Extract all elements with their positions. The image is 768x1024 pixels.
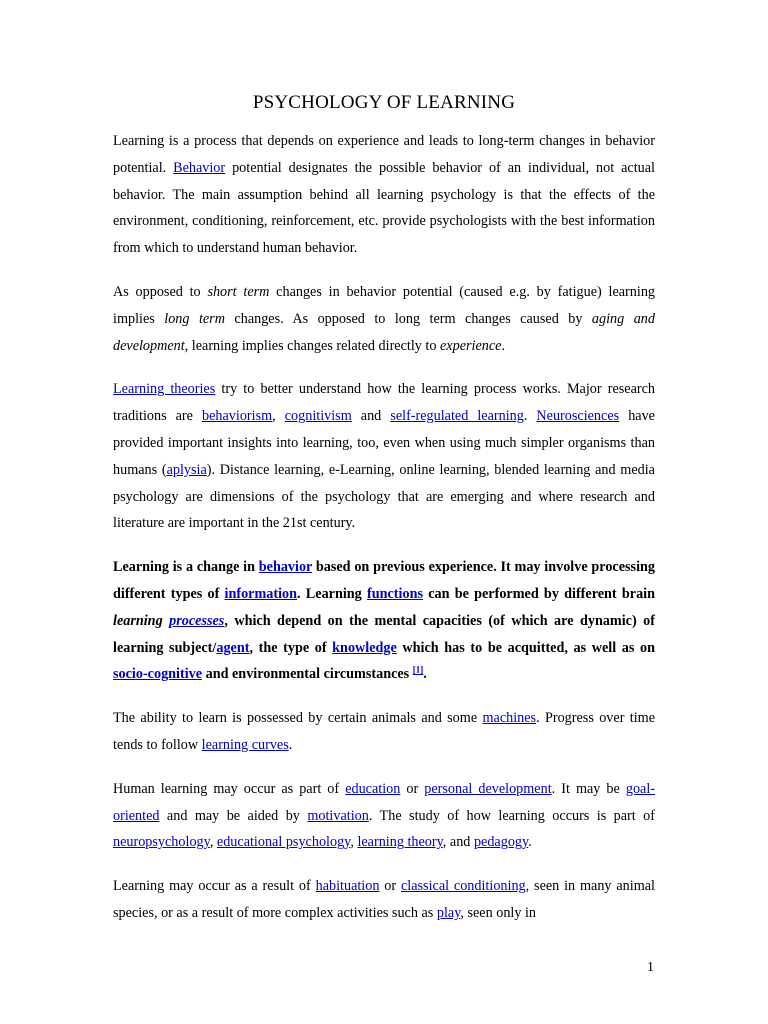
text-run: potential designates the possible behavior of an individual, not actual behavior. The main assumption behind all learning psychology is that the effects of the environment, conditioning, reinforcement, etc. provide psychologists with the best information from which to understand human behavior. xyxy=(113,159,655,257)
hyperlink[interactable]: educational psychology xyxy=(216,834,351,851)
text-run: . Progress over time tends to follow xyxy=(113,710,655,753)
paragraph xyxy=(113,279,655,359)
text-run: . It may be xyxy=(551,780,626,797)
hyperlink[interactable]: motivation xyxy=(307,807,369,824)
hyperlink[interactable]: self-regulated learning xyxy=(390,408,524,425)
paragraph xyxy=(113,376,655,537)
text-run: As opposed to xyxy=(113,283,208,300)
paragraph xyxy=(113,128,655,262)
text-run: or xyxy=(400,780,425,797)
text-run: . xyxy=(523,408,537,425)
hyperlink[interactable]: learning theory xyxy=(357,834,443,851)
text-run: changes. As opposed to long term changes caused by xyxy=(224,310,592,327)
text-run: and may be aided by xyxy=(159,807,308,824)
hyperlink[interactable]: agent xyxy=(216,639,250,656)
text-run: , xyxy=(272,408,285,425)
text-run: , learning implies changes related directly to xyxy=(184,337,440,354)
text-run: . xyxy=(501,337,505,354)
hyperlink[interactable]: habituation xyxy=(315,878,380,895)
hyperlink[interactable]: functions xyxy=(367,585,423,602)
text-run: . xyxy=(528,834,532,851)
document-title: PSYCHOLOGY OF LEARNING xyxy=(252,92,516,113)
text-run: changes in behavior potential (caused e.g. by fatigue) learning implies xyxy=(113,283,656,327)
hyperlink[interactable]: machines xyxy=(482,710,537,727)
paragraph xyxy=(113,873,655,927)
text-run: ). Distance learning, e-Learning, online learning, blended learning and media psychology are dimensions of the psychology that are emerging and where research and literature are important in the 21st century. xyxy=(113,461,655,532)
text-run: , xyxy=(350,834,358,851)
hyperlink[interactable]: knowledge xyxy=(332,639,397,656)
hyperlink[interactable]: play xyxy=(436,904,461,921)
hyperlink[interactable]: socio-cognitive xyxy=(113,666,203,683)
text-run: , and xyxy=(442,834,474,851)
hyperlink[interactable]: behavior xyxy=(258,559,313,576)
footnote-ref xyxy=(413,665,424,675)
hyperlink[interactable]: pedagogy xyxy=(473,834,529,851)
paragraph xyxy=(113,554,655,688)
hyperlink[interactable]: classical conditioning xyxy=(401,878,526,895)
hyperlink[interactable]: processes xyxy=(169,612,225,629)
hyperlink[interactable]: [1] xyxy=(412,664,424,675)
text-run: , seen in many animal species, or as a result of more complex activities such as xyxy=(113,878,655,921)
text-run: aging and development xyxy=(113,310,655,354)
text-run: short term xyxy=(207,283,270,300)
hyperlink[interactable]: neuropsychology xyxy=(113,834,210,851)
text-run: learning xyxy=(113,612,163,629)
paragraph xyxy=(113,776,655,856)
hyperlink[interactable]: Behavior xyxy=(173,159,226,176)
text-run: Learning may occur as a result of xyxy=(113,878,316,895)
text-run: . xyxy=(423,666,427,683)
text-run: long term xyxy=(164,310,225,327)
text-run: have provided important insights into learning, too, even when using much simpler organisms than humans ( xyxy=(113,408,655,478)
text-run: Learning is a process that depends on experience and leads to long-term changes in behavior potential. xyxy=(113,133,655,176)
text-run: and environmental circumstances xyxy=(202,666,413,683)
text-run: Learning is a change in xyxy=(113,559,259,576)
text-run: . Learning xyxy=(297,585,367,602)
text-run: or xyxy=(379,878,401,895)
hyperlink[interactable]: goal-oriented xyxy=(113,780,655,824)
text-run: based on previous experience. It may involve processing different types of xyxy=(113,559,655,602)
text-run: try to better understand how the learning process works. Major research traditions are xyxy=(113,381,656,425)
text-run: , xyxy=(209,834,217,851)
hyperlink[interactable]: Learning theories xyxy=(113,381,216,398)
text-run: which has to be acquitted, as well as on xyxy=(396,639,655,656)
hyperlink[interactable]: behaviorism xyxy=(202,408,273,425)
text-run: , which depend on the mental capacities (of which are dynamic) of learning subject/ xyxy=(113,612,655,656)
text-run: can be performed by different brain xyxy=(422,585,655,602)
text-run: and xyxy=(351,408,391,425)
hyperlink[interactable]: aplysia xyxy=(166,461,207,478)
hyperlink[interactable]: education xyxy=(345,780,401,797)
text-run: . xyxy=(288,736,293,753)
paragraph xyxy=(113,705,655,759)
hyperlink[interactable]: personal development xyxy=(424,780,552,797)
text-run: The ability to learn is possessed by certain animals and some xyxy=(113,710,483,727)
text-run: , the type of xyxy=(249,639,333,656)
text-run: , seen only in xyxy=(460,904,537,921)
text-run: Human learning may occur as part of xyxy=(113,780,346,797)
text-run: . The study of how learning occurs is part of xyxy=(368,807,655,824)
hyperlink[interactable]: cognitivism xyxy=(284,408,352,425)
hyperlink[interactable]: learning curves xyxy=(201,736,289,753)
hyperlink[interactable]: Neurosciences xyxy=(536,408,620,425)
hyperlink[interactable]: information xyxy=(224,585,298,602)
document-body xyxy=(113,128,655,927)
text-run: experience xyxy=(440,337,502,354)
page-number: 1 xyxy=(647,960,654,975)
